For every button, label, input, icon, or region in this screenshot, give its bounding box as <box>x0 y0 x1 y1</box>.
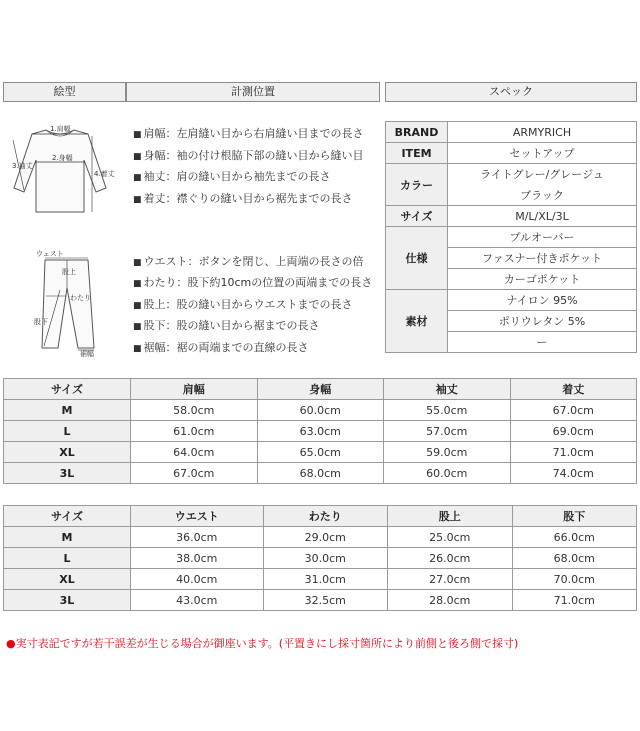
illus-waist-label: ウェスト <box>36 250 64 258</box>
measure-length: ■ 着丈：襟ぐりの縫い目から裾先までの長さ <box>133 192 353 205</box>
illus-sleeve-label: 3.袖丈 <box>12 162 33 170</box>
top-garment-illustration <box>10 120 115 220</box>
measure-waist: ■ ウエスト：ボタンを閉じ、上両端の長さの倍 <box>133 255 364 268</box>
bottom-size-header: ウエスト <box>131 506 264 527</box>
table-cell: 71.0cm <box>512 590 637 611</box>
table-row <box>4 569 637 590</box>
spec-row-color <box>386 164 637 185</box>
measure-inseam: ■ 股下：股の縫い目から裾までの長さ <box>133 319 320 332</box>
table-cell: 74.0cm <box>510 463 637 484</box>
illus-body-label: 2.身幅 <box>52 154 73 162</box>
table-cell: 36.0cm <box>131 527 264 548</box>
table-cell: 67.0cm <box>510 400 637 421</box>
bottom-size-table <box>3 505 637 611</box>
top-size-header: 着丈 <box>510 379 637 400</box>
spec-item-label: ITEM <box>386 143 448 164</box>
size-cell: 3L <box>4 463 131 484</box>
table-cell: 64.0cm <box>131 442 258 463</box>
spec-brand-label: BRAND <box>386 122 448 143</box>
top-size-header: サイズ <box>4 379 131 400</box>
table-cell: 43.0cm <box>131 590 264 611</box>
size-cell: L <box>4 421 131 442</box>
table-cell: 68.0cm <box>512 548 637 569</box>
measurement-note: ●実寸表記ですが若干誤差が生じる場合が御座います。(平置きにし採寸箇所により前側と後ろ側で採寸) <box>6 637 519 650</box>
table-cell: 69.0cm <box>510 421 637 442</box>
spec-size-label: サイズ <box>386 206 448 227</box>
spec-material-value-3: ー <box>448 332 637 353</box>
table-cell: 67.0cm <box>131 463 258 484</box>
spec-item-value: セットアップ <box>448 143 637 164</box>
table-row <box>4 463 637 484</box>
spec-table <box>385 121 637 353</box>
table-cell: 29.0cm <box>263 527 387 548</box>
table-cell: 65.0cm <box>257 442 384 463</box>
size-cell: M <box>4 400 131 421</box>
bottom-garment-illustration <box>20 248 110 358</box>
table-cell: 68.0cm <box>257 463 384 484</box>
table-cell: 32.5cm <box>263 590 387 611</box>
illus-inseam-label: 股下 <box>34 318 48 326</box>
size-cell: 3L <box>4 590 131 611</box>
measure-rise: ■ 股上：股の縫い目からウエストまでの長さ <box>133 298 353 311</box>
table-cell: 30.0cm <box>263 548 387 569</box>
spec-feature-value-2: ファスナー付きポケット <box>448 248 637 269</box>
table-cell: 58.0cm <box>131 400 258 421</box>
table-cell: 31.0cm <box>263 569 387 590</box>
top-size-header: 肩幅 <box>131 379 258 400</box>
top-size-header-row <box>4 379 637 400</box>
top-size-table <box>3 378 637 484</box>
spec-row-brand <box>386 122 637 143</box>
spec-material-label: 素材 <box>386 290 448 353</box>
size-cell: L <box>4 548 131 569</box>
measure-sleeve: ■ 袖丈：肩の縫い目から袖先までの長さ <box>133 170 331 183</box>
spec-material-value-2: ポリウレタン 5% <box>448 311 637 332</box>
table-row <box>4 421 637 442</box>
size-cell: M <box>4 527 131 548</box>
spec-feature-label: 仕様 <box>386 227 448 290</box>
table-cell: 63.0cm <box>257 421 384 442</box>
measure-hem: ■ 裾幅：裾の両端までの直線の長さ <box>133 341 309 354</box>
table-cell: 28.0cm <box>388 590 512 611</box>
table-row <box>4 442 637 463</box>
spec-feature-value-3: カーゴポケット <box>448 269 637 290</box>
spec-row-material <box>386 290 637 311</box>
table-cell: 26.0cm <box>388 548 512 569</box>
table-cell: 57.0cm <box>384 421 511 442</box>
spec-color-value-1: ライトグレー/グレージュ <box>448 164 637 185</box>
illus-shoulder-label: 1.肩幅 <box>50 125 71 133</box>
spec-feature-value-1: プルオーバー <box>448 227 637 248</box>
size-cell: XL <box>4 569 131 590</box>
header-illustration: 絵型 <box>3 82 126 102</box>
table-cell: 55.0cm <box>384 400 511 421</box>
spec-size-value: M/L/XL/3L <box>448 206 637 227</box>
table-cell: 60.0cm <box>257 400 384 421</box>
header-spec: スペック <box>385 82 637 102</box>
header-measure-position: 計測位置 <box>126 82 380 102</box>
bottom-size-header: 股下 <box>512 506 637 527</box>
measure-shoulder: ■ 肩幅：左肩縫い目から右肩縫い目までの長さ <box>133 127 364 140</box>
bottom-size-header: わたり <box>263 506 387 527</box>
table-cell: 70.0cm <box>512 569 637 590</box>
spec-color-value-2: ブラック <box>448 185 637 206</box>
table-cell: 71.0cm <box>510 442 637 463</box>
top-size-header: 身幅 <box>257 379 384 400</box>
spec-row-size <box>386 206 637 227</box>
spec-color-label: カラー <box>386 164 448 206</box>
spec-row-feature <box>386 227 637 248</box>
size-cell: XL <box>4 442 131 463</box>
illus-thigh-label: わたり <box>70 294 91 302</box>
table-row <box>4 527 637 548</box>
bottom-size-header: サイズ <box>4 506 131 527</box>
spec-material-value-1: ナイロン 95% <box>448 290 637 311</box>
faint-header-decoration <box>6 46 306 58</box>
spec-brand-value: ARMYRICH <box>448 122 637 143</box>
bottom-size-header-row <box>4 506 637 527</box>
table-cell: 59.0cm <box>384 442 511 463</box>
table-cell: 61.0cm <box>131 421 258 442</box>
illus-rise-label: 股上 <box>62 268 76 276</box>
table-cell: 27.0cm <box>388 569 512 590</box>
measure-thigh: ■ わたり：股下約10cmの位置の両端までの長さ <box>133 276 373 289</box>
bottom-size-header: 股上 <box>388 506 512 527</box>
measure-body: ■ 身幅：袖の付け根脇下部の縫い目から縫い目 <box>133 149 364 162</box>
illus-length-label: 4.着丈 <box>94 170 115 178</box>
table-cell: 38.0cm <box>131 548 264 569</box>
table-row <box>4 590 637 611</box>
illus-hem-label: 裾幅 <box>80 350 94 358</box>
table-row <box>4 400 637 421</box>
table-row <box>4 548 637 569</box>
table-cell: 40.0cm <box>131 569 264 590</box>
spec-row-item <box>386 143 637 164</box>
table-cell: 25.0cm <box>388 527 512 548</box>
table-cell: 60.0cm <box>384 463 511 484</box>
top-size-header: 袖丈 <box>384 379 511 400</box>
table-cell: 66.0cm <box>512 527 637 548</box>
